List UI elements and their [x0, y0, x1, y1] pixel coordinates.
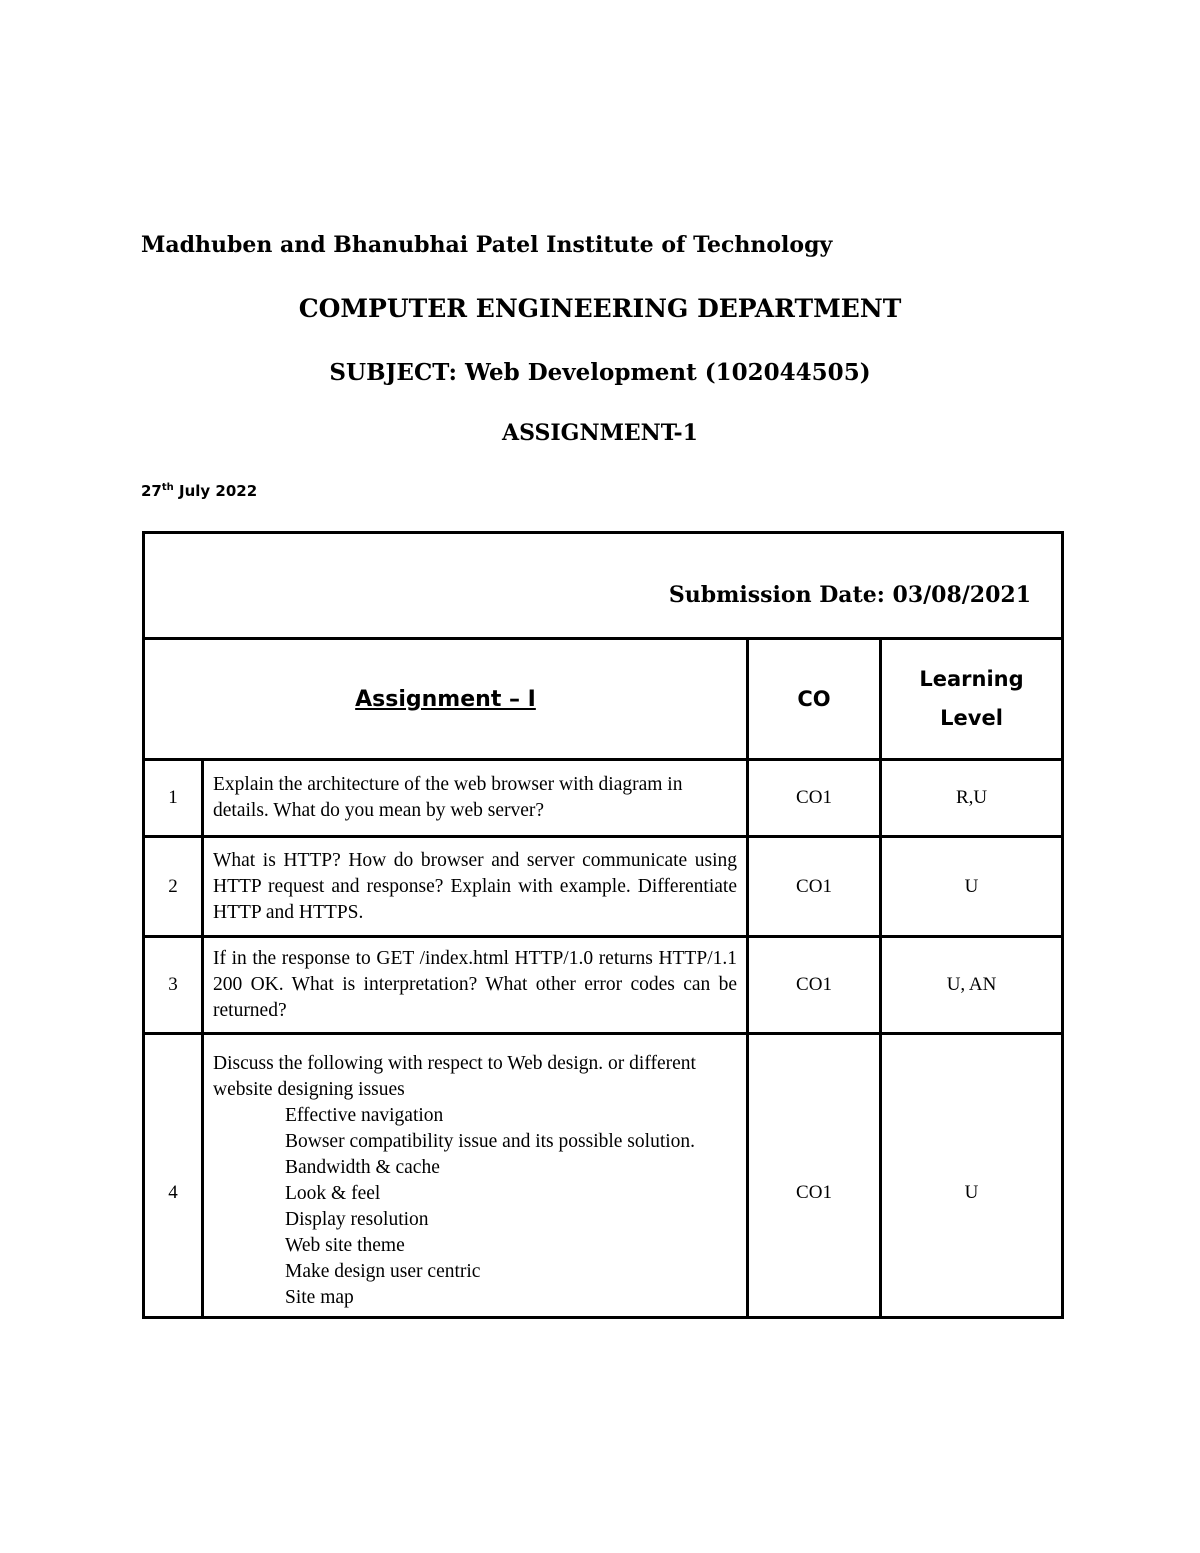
question-text: Explain the architecture of the web browser with diagram in details. What do you mean by web server? [203, 760, 748, 837]
co-header: CO [748, 639, 881, 760]
learning-level-header-line-2: Level [940, 706, 1003, 730]
course-outcome: CO1 [748, 937, 881, 1034]
table-row [144, 1034, 1063, 1318]
question-text [203, 1034, 748, 1318]
date-day: 27 [141, 482, 162, 500]
assignment-title-cell [144, 639, 748, 760]
list-item: Bandwidth & cache [285, 1156, 440, 1178]
institute-name: Madhuben and Bhanubhai Patel Institute of Technology [141, 232, 833, 258]
list-item: Look & feel [285, 1182, 381, 1204]
question-text: If in the response to GET /index.html HTTP/1.0 returns HTTP/1.1 200 OK. What is interpretation? What other error codes can be returned? [203, 937, 748, 1034]
course-outcome: CO1 [748, 1034, 881, 1318]
department-title: COMPUTER ENGINEERING DEPARTMENT [298, 294, 902, 323]
learning-level: U, AN [881, 937, 1063, 1034]
course-outcome: CO1 [748, 760, 881, 837]
assignment-date [141, 482, 257, 500]
list-item: Make design user centric [285, 1260, 481, 1282]
learning-level: U [881, 837, 1063, 937]
question-number: 3 [144, 937, 203, 1034]
table-row [144, 837, 1063, 937]
course-outcome: CO1 [748, 837, 881, 937]
assignment-title: Assignment – I [355, 686, 536, 712]
subject-title: SUBJECT: Web Development (102044505) [329, 359, 871, 386]
assignment-table [142, 531, 1064, 1319]
learning-level-header-line-1: Learning [919, 667, 1024, 691]
date-suffix: th [161, 482, 174, 493]
question-intro: Discuss the following with respect to Web design. or different website designing issues [213, 1052, 696, 1100]
learning-level-header [881, 639, 1063, 760]
table-row [144, 760, 1063, 837]
learning-level: U [881, 1034, 1063, 1318]
date-month-year: July 2022 [173, 482, 258, 500]
question-number: 1 [144, 760, 203, 837]
design-issues-list [213, 1103, 737, 1311]
question-number: 4 [144, 1034, 203, 1318]
question-number: 2 [144, 837, 203, 937]
list-item: Effective navigation [285, 1104, 444, 1126]
list-item: Web site theme [285, 1234, 405, 1256]
assignment-heading: ASSIGNMENT-1 [502, 420, 698, 446]
list-item: Site map [285, 1286, 354, 1308]
table-header-row [144, 639, 1063, 760]
submission-row [144, 533, 1063, 639]
question-text: What is HTTP? How do browser and server communicate using HTTP request and response? Explain with example. Differentiate HTTP and HTTPS. [203, 837, 748, 937]
table-row [144, 937, 1063, 1034]
learning-level: R,U [881, 760, 1063, 837]
submission-date: Submission Date: 03/08/2021 [144, 533, 1063, 639]
list-item: Bowser compatibility issue and its possible solution. [285, 1130, 696, 1152]
list-item: Display resolution [285, 1208, 429, 1230]
